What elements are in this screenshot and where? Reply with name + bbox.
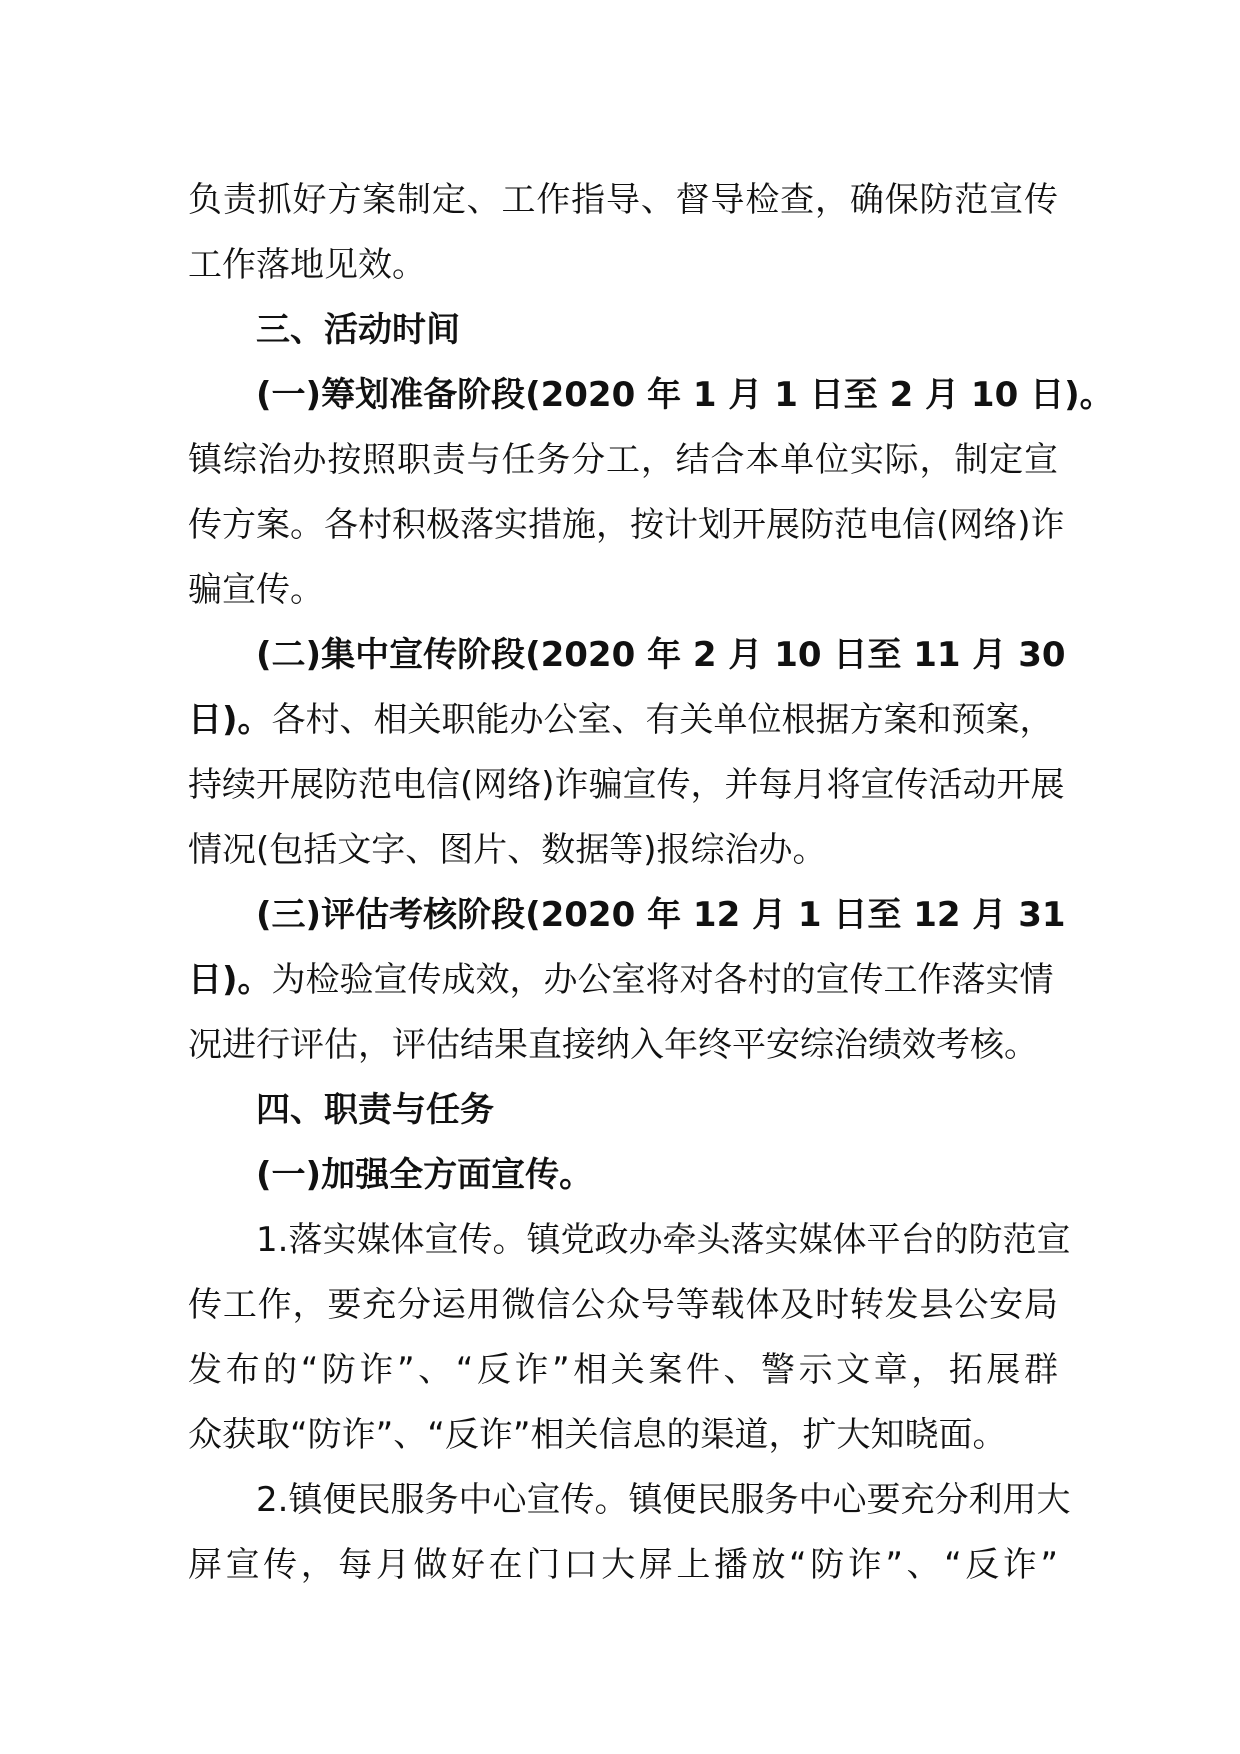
section-heading-duties-tasks: 四、职责与任务 (256, 1090, 494, 1130)
body-text-fragment: 各村、相关职能办公室、有关单位根据方案和预案， (271, 700, 1054, 740)
subsection-heading-publicity: (一)加强全方面宣传。 (256, 1155, 594, 1195)
body-text-line: 1.落实媒体宣传。镇党政办牵头落实媒体平台的防范宣 (256, 1220, 1071, 1260)
document-body (188, 168, 1114, 1598)
body-text-line: 持续开展防范电信(网络)诈骗宣传，并每月将宣传活动开展 (188, 765, 1065, 805)
body-text-line: 负责抓好方案制定、工作指导、督导检查，确保防范宣传 (188, 180, 1058, 220)
subsection-heading-planning-phase: (一)筹划准备阶段(2020 年 1 月 1 日至 2 月 10 日)。 (256, 375, 1114, 415)
subsection-heading-assessment-phase: (三)评估考核阶段(2020 年 12 月 1 日至 12 月 31 (256, 895, 1066, 935)
body-text-line: 传方案。各村积极落实措施，按计划开展防范电信(网络)诈 (188, 505, 1065, 545)
body-text-line: 众获取“防诈”、“反诈”相关信息的渠道，扩大知晓面。 (188, 1415, 1007, 1455)
body-text-fragment: 为检验宣传成效，办公室将对各村的宣传工作落实情 (271, 960, 1054, 1000)
subsection-heading-end: 日)。 (188, 700, 272, 740)
body-text-line: 屏宣传，每月做好在门口大屏上播放“防诈”、“反诈” (188, 1545, 1058, 1585)
body-text-line: 况进行评估，评估结果直接纳入年终平安综治绩效考核。 (188, 1025, 1038, 1065)
body-text-line: 2.镇便民服务中心宣传。镇便民服务中心要充分利用大 (256, 1480, 1071, 1520)
subsection-heading-end: 日)。 (188, 960, 272, 1000)
body-text-line: 情况(包括文字、图片、数据等)报综治办。 (188, 830, 827, 870)
body-text-line: 传工作，要充分运用微信公众号等载体及时转发县公安局 (188, 1285, 1058, 1325)
section-heading-activity-time: 三、活动时间 (256, 310, 460, 350)
body-text-line: 工作落地见效。 (188, 245, 426, 285)
body-text-line: 发布的“防诈”、“反诈”相关案件、警示文章，拓展群 (188, 1350, 1058, 1390)
body-text-line (188, 948, 1058, 1013)
body-text-line (188, 688, 1058, 753)
body-text-line: 骗宣传。 (188, 570, 324, 610)
body-text-line: 镇综治办按照职责与任务分工，结合本单位实际，制定宣 (188, 440, 1058, 480)
subsection-heading-campaign-phase: (二)集中宣传阶段(2020 年 2 月 10 日至 11 月 30 (256, 635, 1066, 675)
